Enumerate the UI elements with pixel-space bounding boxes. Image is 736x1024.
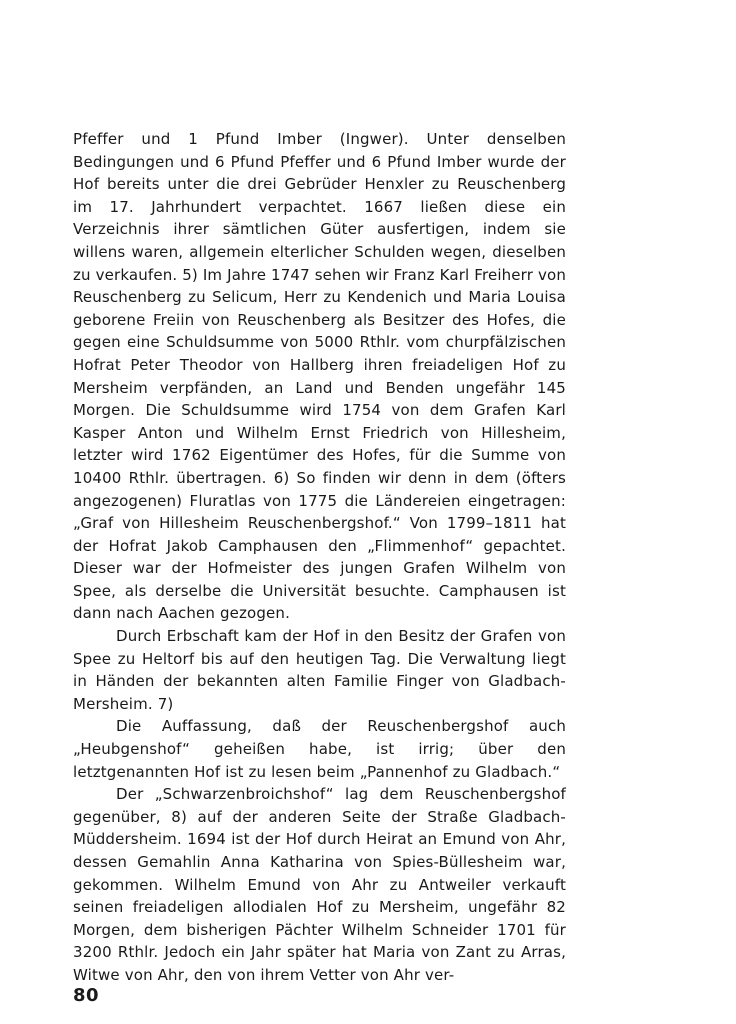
paragraph-4: Der „Schwarzenbroichshof“ lag dem Reuschenbergshof gegenüber, 8) auf der anderen Seite der Straße Gladbach-Müddersheim. 1694 ist der Hof durch Heirat an Emund von Ahr, dessen Gemahlin Anna Katharina von Spies-Büllesheim war, gekommen. Wilhelm Emund von Ahr zu Antweiler verkauft seinen freiadeligen allodialen Hof zu Mersheim, ungefähr 82 Morgen, dem bisherigen Pächter Wilhelm Schneider 1701 für 3200 Rthlr. Jedoch ein Jahr später hat Maria von Zant zu Arras, Witwe von Ahr, den von ihrem Vetter von Ahr ver-	[73, 785, 566, 984]
paragraph-2: Durch Erbschaft kam der Hof in den Besitz der Grafen von Spee zu Heltorf bis auf den heutigen Tag. Die Verwaltung liegt in Händen der bekannten alten Familie Finger von Gladbach-Mersheim. 7)	[73, 627, 566, 713]
page-number: 80	[73, 985, 100, 1006]
paragraph-3: Die Auffassung, daß der Reuschenbergshof auch „Heubgenshof“ geheißen habe, ist irrig; über den letztgenannten Hof ist zu lesen beim „Pannenhof zu Gladbach.“	[73, 717, 566, 781]
body-text	[73, 128, 566, 987]
paragraph-1: Pfeffer und 1 Pfund Imber (Ingwer). Unter denselben Bedingungen und 6 Pfund Pfeffer und 6 Pfund Imber wurde der Hof bereits unter die drei Gebrüder Henxler zu Reuschenberg im 17. Jahrhundert verpachtet. 1667 ließen diese ein Verzeichnis ihrer sämtlichen Güter ausfertigen, indem sie willens waren, allgemein elterlicher Schulden wegen, dieselben zu verkaufen. 5) Im Jahre 1747 sehen wir Franz Karl Freiherr von Reuschenberg zu Selicum, Herr zu Kendenich und Maria Louisa geborene Freiin von Reuschenberg als Besitzer des Hofes, die gegen eine Schuldsumme von 5000 Rthlr. vom churpfälzischen Hofrat Peter Theodor von Hallberg ihren freiadeligen Hof zu Mersheim verpfänden, an Land und Benden ungefähr 145 Morgen. Die Schuldsumme wird 1754 von dem Grafen Karl Kasper Anton und Wilhelm Ernst Friedrich von Hillesheim, letzter wird 1762 Eigentümer des Hofes, für die Summe von 10400 Rthlr. übertragen. 6) So finden wir denn in dem (öfters angezogenen) Fluratlas von 1775 die Ländereien eingetragen: „Graf von Hillesheim Reuschenbergshof.“ Von 1799–1811 hat der Hofrat Jakob Camphausen den „Flimmenhof“ gepachtet. Dieser war der Hofmeister des jungen Grafen Wilhelm von Spee, als derselbe die Universität besuchte. Camphausen ist dann nach Aachen gezogen.	[73, 130, 566, 623]
